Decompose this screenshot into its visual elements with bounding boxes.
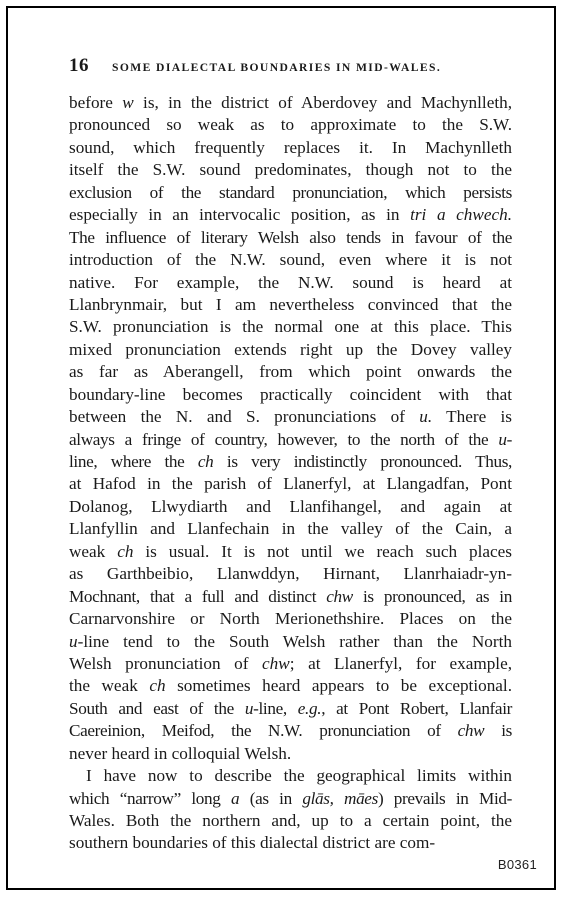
text-line: between the N. and S. pronunciations of u. There is bbox=[69, 407, 512, 427]
italic-term: ch bbox=[117, 541, 134, 561]
text-line: native. For example, the N.W. sound is heard at bbox=[69, 272, 512, 292]
text-line: line, where the ch is very indistinctly pronounced. Thus, bbox=[69, 452, 512, 471]
text-line: South and east of the u-line, e.g., at Pont Robert, Llanfair bbox=[69, 698, 513, 718]
running-title: SOME DIALECTAL BOUNDARIES IN MID-WALES. bbox=[112, 61, 442, 74]
italic-term: a bbox=[230, 788, 240, 808]
body-text bbox=[69, 92, 512, 855]
italic-term: chw bbox=[326, 586, 353, 606]
italic-term: u. bbox=[419, 407, 433, 427]
text-line: Llanfyllin and Llanfechain in the valley of the Cain, a bbox=[69, 519, 512, 539]
text-line: southern boundaries of this dialectal district are com- bbox=[69, 833, 436, 853]
text-line: especially in an intervocalic position, as in tri a chwech. bbox=[69, 205, 512, 225]
text-line: Caereinion, Meifod, the N.W. pronunciation of chw is bbox=[69, 721, 512, 741]
text-line: pronounced so weak as to approximate to the S.W. bbox=[69, 115, 512, 135]
text-line: Carnarvonshire or North Merionethshire. Places on the bbox=[69, 609, 512, 629]
italic-term: w bbox=[122, 93, 134, 112]
text-line: sound, which frequently replaces it. In Machynlleth bbox=[69, 137, 512, 157]
text-line: as far as Aberangell, from which point onwards the bbox=[69, 362, 512, 382]
text-line: u-line tend to the South Welsh rather than the North bbox=[69, 631, 512, 651]
text-line: Dolanog, Llwydiarth and Llanfihangel, and again at bbox=[69, 496, 512, 516]
italic-term: u bbox=[498, 429, 507, 449]
text-line: Wales. Both the northern and, up to a certain point, the bbox=[69, 811, 512, 830]
italic-term: tri a chwech. bbox=[410, 205, 512, 225]
text-line: the weak ch sometimes heard appears to be exceptional. bbox=[69, 676, 513, 696]
text-line: boundary-line becomes practically coincident with that bbox=[69, 384, 512, 404]
page bbox=[6, 6, 556, 890]
italic-term: u bbox=[69, 631, 78, 651]
text-line: at Hafod in the parish of Llanerfyl, at Llangadfan, Pont bbox=[69, 474, 512, 494]
text-line: The influence of literary Welsh also tends in favour of the bbox=[69, 227, 512, 247]
italic-term: chw bbox=[457, 721, 485, 741]
italic-term: chw bbox=[262, 653, 290, 673]
italic-term: e.g. bbox=[297, 698, 322, 718]
text-line: I have now to describe the geographical limits within bbox=[86, 766, 512, 786]
text-line: always a fringe of country, however, to the north of the u- bbox=[69, 429, 512, 449]
text-line: exclusion of the standard pronunciation, which persists bbox=[69, 182, 512, 202]
text-line: as Garthbeibio, Llanwddyn, Hirnant, Llanrhaiadr-yn- bbox=[69, 564, 512, 584]
text-line: Llanbrynmair, but I am nevertheless convinced that the bbox=[69, 294, 512, 314]
italic-term: u bbox=[244, 698, 254, 718]
text-line: mixed pronunciation extends right up the Dovey valley bbox=[69, 339, 512, 359]
text-line: itself the S.W. sound predominates, though not to the bbox=[69, 160, 512, 180]
italic-term: glās, māes bbox=[302, 788, 378, 808]
italic-term: ch bbox=[197, 452, 214, 471]
italic-term: ch bbox=[149, 676, 166, 696]
text-line: which “narrow” long a (as in glās, māes) prevails in Mid- bbox=[69, 788, 512, 808]
text-line: Welsh pronunciation of chw; at Llanerfyl, for example, bbox=[69, 653, 513, 673]
catalog-id: B0361 bbox=[497, 857, 537, 872]
text-line: introduction of the N.W. sound, even where it is not bbox=[69, 250, 512, 270]
text-line: Mochnant, that a full and distinct chw is pronounced, as in bbox=[69, 586, 512, 606]
text-line: before w is, in the district of Aberdovey and Machynlleth, bbox=[69, 93, 512, 112]
running-head bbox=[69, 55, 514, 77]
text-line: never heard in colloquial Welsh. bbox=[69, 743, 292, 763]
page-number: 16 bbox=[69, 55, 89, 76]
text-line: S.W. pronunciation is the normal one at this place. This bbox=[69, 317, 512, 337]
text-line: weak ch is usual. It is not until we reach such places bbox=[69, 541, 512, 561]
